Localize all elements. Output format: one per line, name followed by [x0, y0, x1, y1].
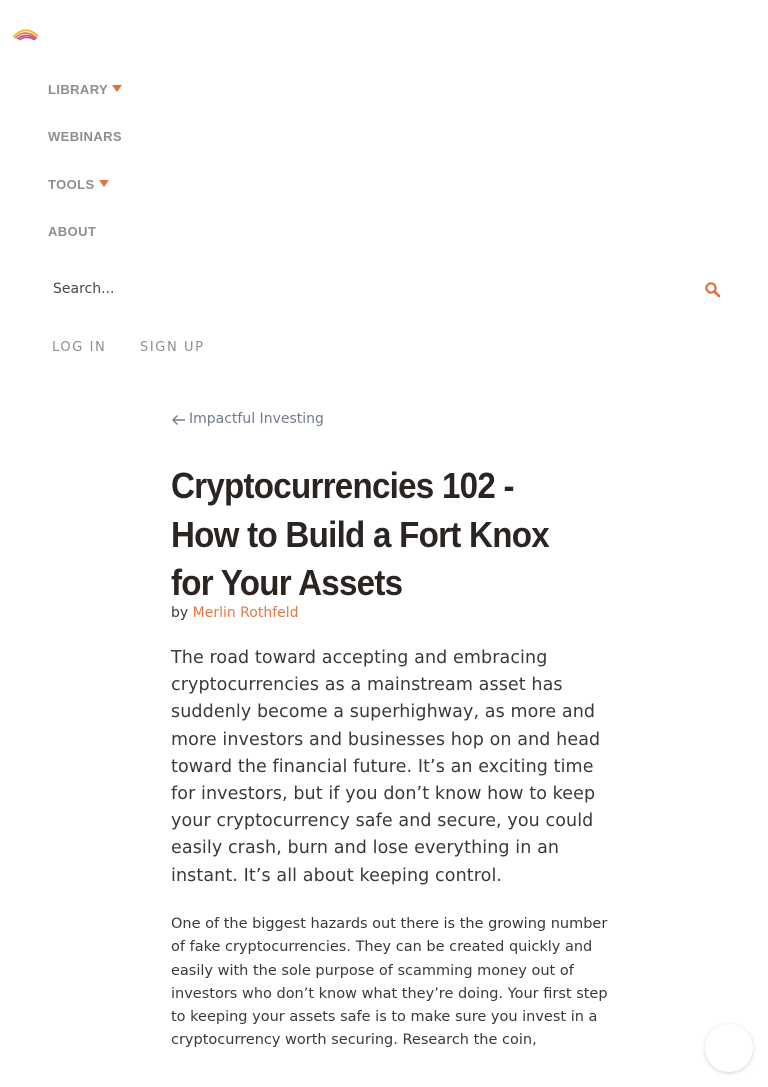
- author-link[interactable]: Merlin Rothfeld: [192, 605, 299, 621]
- nav-item-label: ABOUT: [48, 224, 97, 239]
- nav-item-label: TOOLS: [48, 177, 95, 192]
- nav-item-label: LIBRARY: [48, 82, 109, 97]
- byline: [171, 605, 299, 621]
- breadcrumb-label: Impactful Investing: [189, 411, 324, 427]
- nav-item-label: WEBINARS: [48, 129, 122, 144]
- article-lead: The road toward accepting and embracing cryptocurrencies as a mainstream asset has suddenly become a superhighway, as more and more investors and businesses hop on and head toward the financial future. It’s an exciting time for investors, but if you don’t know how to keep your cryptocurrency safe and secure, you could easily crash, burn and lose everything in an instant. It’s all about keeping control.: [171, 648, 601, 886]
- search-input[interactable]: [48, 276, 693, 302]
- nav-item-tools[interactable]: [48, 177, 109, 192]
- nav-item-webinars[interactable]: [48, 129, 122, 144]
- search-icon[interactable]: [704, 281, 722, 299]
- caret-down-icon: [99, 180, 109, 187]
- signup-link[interactable]: SIGN UP: [140, 340, 205, 355]
- arrow-left-icon: [171, 414, 186, 426]
- nav-item-about[interactable]: [48, 224, 96, 239]
- floating-action-button[interactable]: [705, 1024, 753, 1072]
- nav-item-library[interactable]: [48, 82, 122, 97]
- article-title: Cryptocurrencies 102 - How to Build a Fort Knox for Your Assets: [171, 465, 549, 603]
- login-link[interactable]: LOG IN: [52, 340, 107, 355]
- sunrise-arcs-logo-icon[interactable]: [11, 22, 41, 42]
- article-paragraph: One of the biggest hazards out there is the growing number of fake cryptocurrencies. They can be created quickly and easily with the sole purpose of scamming money out of investors who don’t know what they’re doing. Your first step to keeping your assets safe is to make sure you invest in a cryptocurrency worth securing. Research the coin,: [171, 916, 608, 1049]
- search-bar: [48, 276, 728, 304]
- caret-down-icon: [112, 85, 122, 92]
- byline-prefix: by: [171, 605, 189, 621]
